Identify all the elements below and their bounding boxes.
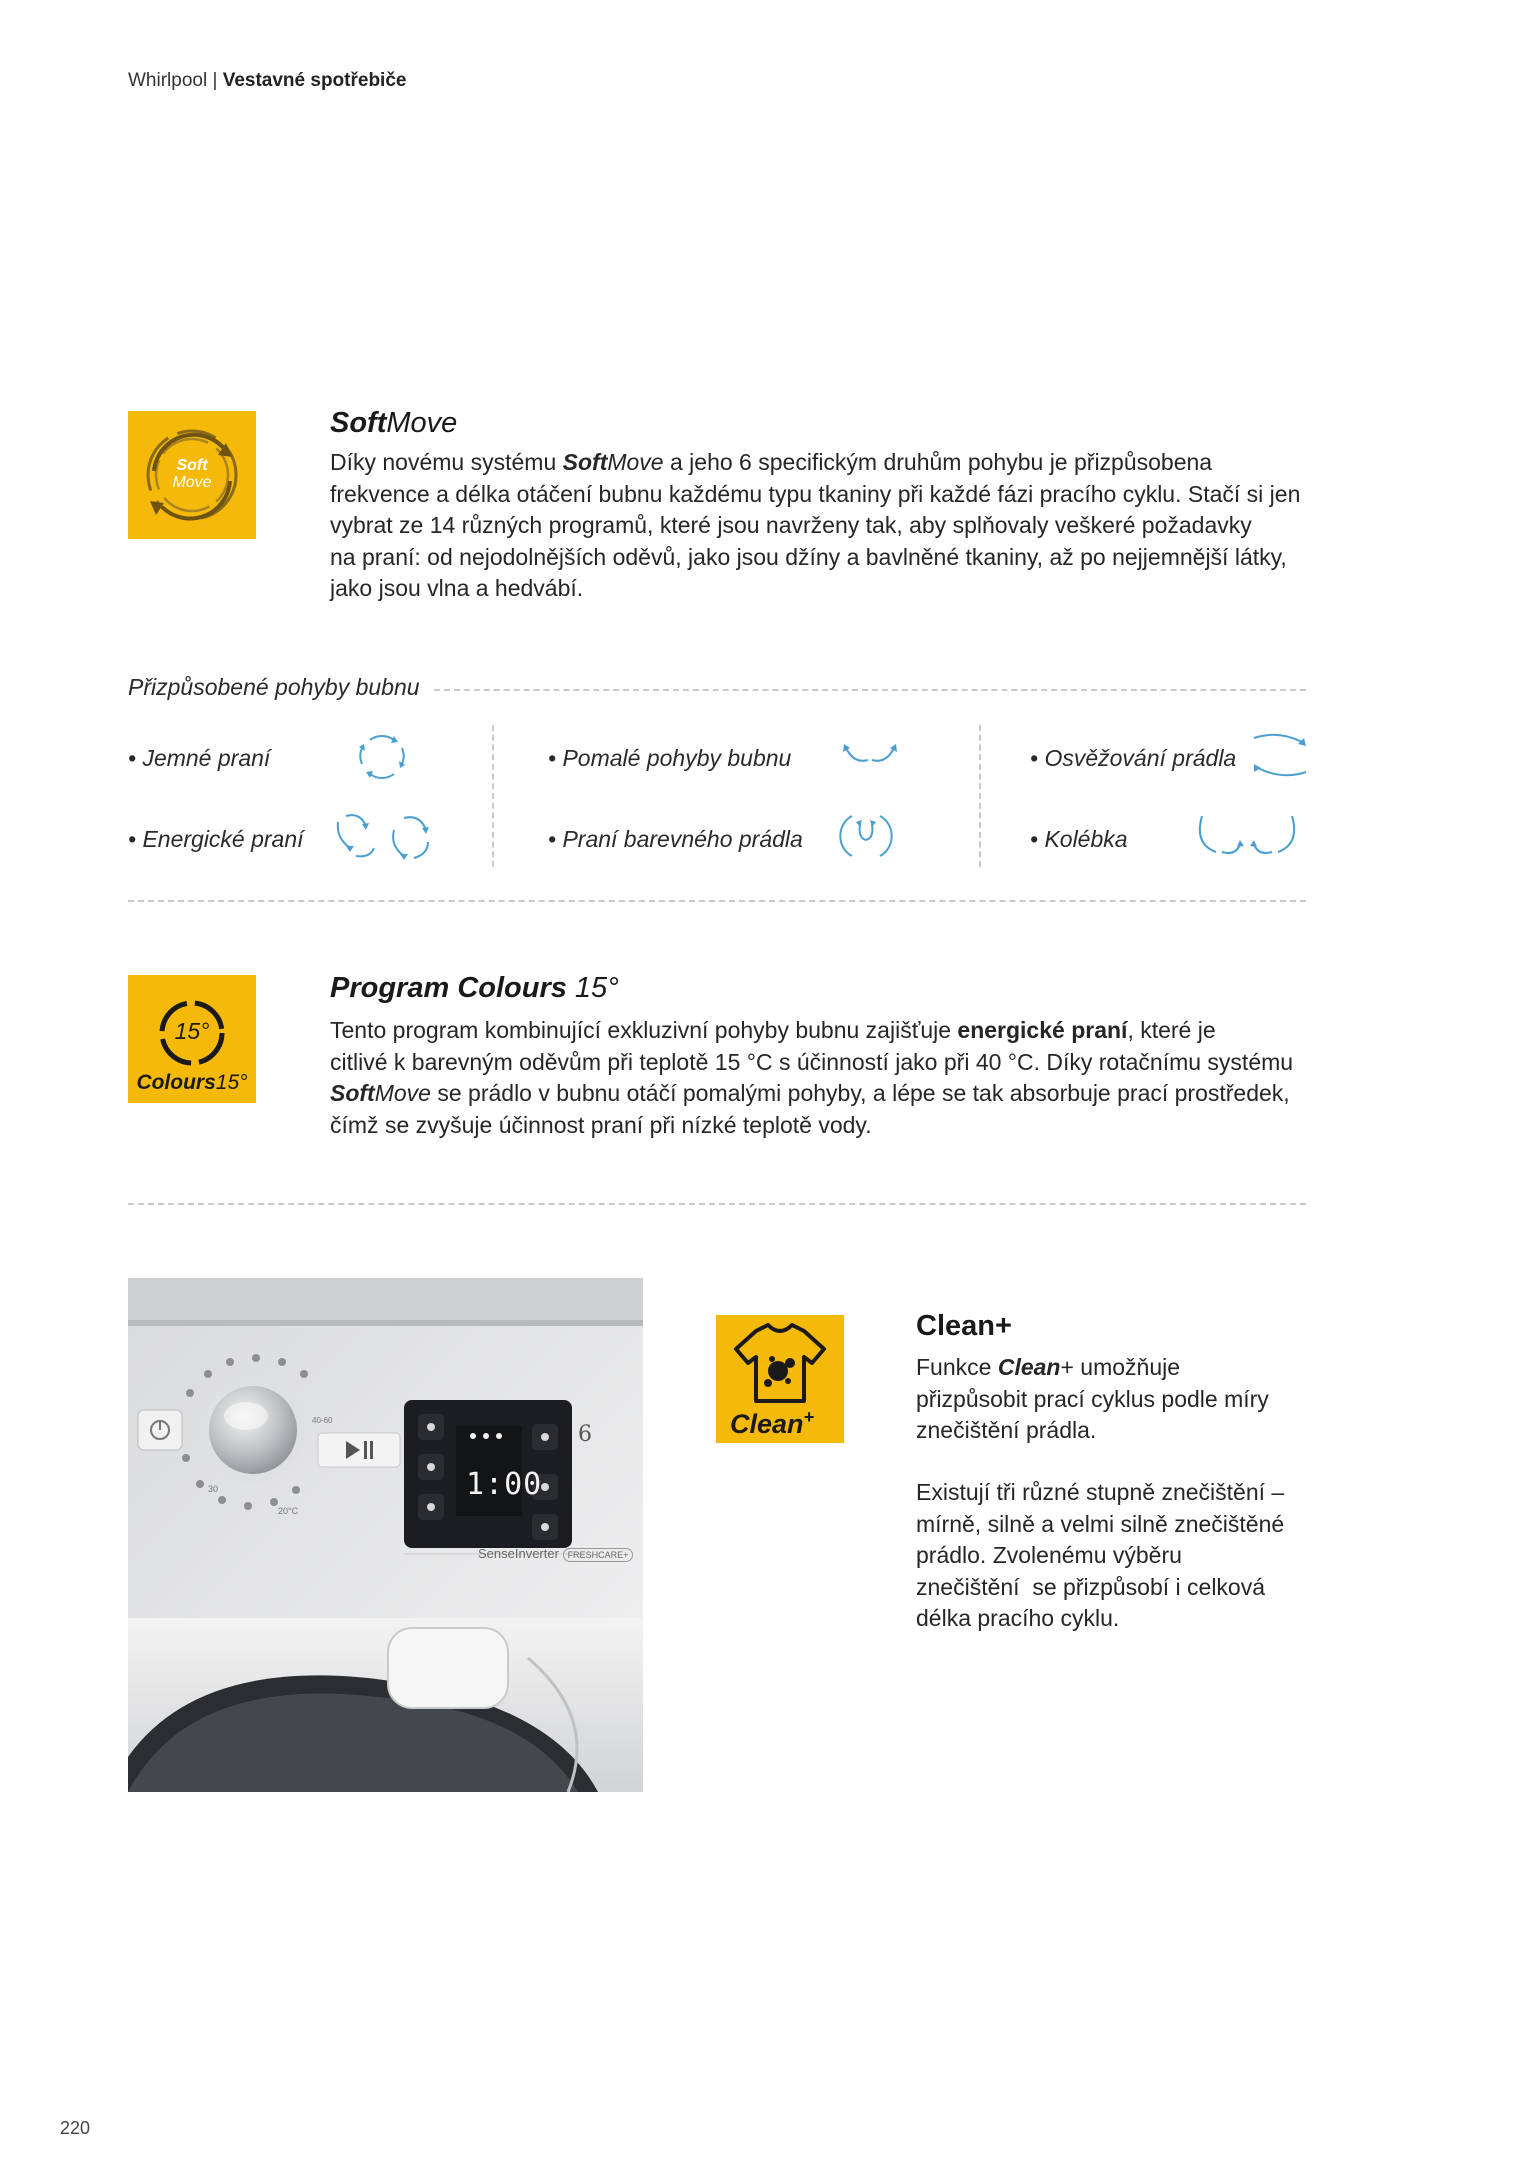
colours-l3-rest: se prádlo v bubnu otáčí pomalými pohyby, a lépe se tak absorbuje prací prostředek, [430, 1080, 1290, 1106]
colours-title-bold: Program Colours [330, 972, 567, 1004]
clean-p2-l2: mírně, silně a velmi silně znečištěné [916, 1510, 1285, 1537]
movement-label-colour: • Praní barevného prádla [548, 826, 803, 852]
colours-line-4: čímž se zvyšuje účinnost praní při nízké teplotě vody. [330, 1111, 872, 1138]
softmove-icon-text-1: Soft [176, 457, 208, 474]
gentle-wash-icon [350, 728, 414, 784]
softmove-p-bold: Soft [562, 449, 608, 475]
machine-dial-num-2: 40-60 [312, 1416, 333, 1425]
colours-l1c: , které je [1127, 1017, 1216, 1043]
washing-machine-photo [128, 1278, 643, 1792]
clean-p2-l5: délka pracího cyklu. [916, 1605, 1120, 1631]
colours-l1b: energické praní [957, 1017, 1128, 1043]
colours-l3-bold: Soft [330, 1080, 375, 1106]
softmove-description [330, 447, 1330, 605]
colours15-logo [128, 975, 256, 1103]
slow-drum-icon [838, 728, 902, 784]
clean-p2-l4: znečištění se přizpůsobí i celková [916, 1573, 1266, 1600]
clean-p2-l1: Existují tři různé stupně znečištění – [916, 1479, 1285, 1505]
softmove-icon-text-2: Move [172, 474, 212, 491]
colours-l3-italic: Move [374, 1080, 431, 1106]
softmove-line-5: jako jsou vlna a hedvábí. [330, 575, 584, 601]
header-separator: | [212, 70, 218, 91]
movements-divider-1 [492, 725, 494, 867]
clean-p1-bold: Clean [997, 1354, 1061, 1380]
movements-heading-divider [434, 689, 1306, 691]
movement-label-slow: • Pomalé pohyby bubnu [548, 745, 792, 771]
machine-brand [478, 1546, 633, 1561]
movement-label-energetic: • Energické praní [128, 826, 304, 852]
softmove-title-rest: Move [386, 407, 458, 439]
colours-l1a: Tento program kombinující exkluzivní pohyby bubnu zajišťuje [330, 1017, 958, 1043]
clean-p1b: + umožňuje [1060, 1354, 1181, 1380]
clean-p2-l3: prádlo. Zvolenému výběru [916, 1542, 1182, 1568]
clean-description-1 [916, 1352, 1316, 1447]
softmove-line-3: vybrat ze 14 různých programů, které jsou navrženy tak, aby splňovaly veškeré požadavky [330, 512, 1252, 538]
machine-temp-label: 20°C [278, 1506, 299, 1516]
movement-label-gentle: • Jemné praní [128, 745, 271, 771]
page-header [128, 70, 406, 92]
clean-p1-l3: znečištění prádla. [916, 1417, 1097, 1443]
softmove-title-bold: Soft [330, 407, 387, 439]
softmove-p-italic: Move [607, 449, 664, 475]
cradle-icon [1192, 808, 1302, 868]
header-section: Vestavné spotřebiče [222, 70, 407, 91]
colours-line-2: citlivé k barevným oděvům při teplotě 15 °C s účinností jako při 40 °C. Díky rotačnímu systému [330, 1048, 1294, 1075]
movements-divider-2 [979, 725, 981, 867]
machine-brand-1: SenseInverter [478, 1546, 559, 1561]
machine-display: 1:00 [466, 1467, 543, 1502]
softmove-p2: a jeho 6 specifickým druhům pohybu je přizpůsobena [663, 449, 1213, 475]
clean-description-2 [916, 1477, 1316, 1635]
machine-spin: 6 [578, 1422, 592, 1447]
section-divider-2 [128, 1203, 1306, 1205]
colours-description [330, 1015, 1330, 1141]
header-brand: Whirlpool [128, 70, 208, 91]
colours15-icon-word: Colours [136, 1071, 216, 1094]
colours15-icon-degree: 15° [174, 1018, 210, 1044]
clean-title: Clean+ [916, 1310, 1012, 1342]
energetic-wash-icon [330, 808, 434, 868]
colours-title [330, 972, 619, 1005]
clean-p1-l2: přizpůsobit prací cyklus podle míry [916, 1385, 1269, 1412]
washing-machine-illustration [128, 1278, 643, 1792]
clean-icon-plus: + [803, 1407, 815, 1427]
colours15-icon-num: 15° [215, 1071, 248, 1094]
colour-wash-icon [834, 808, 898, 864]
machine-brand-2: FRESHCARE+ [563, 1548, 634, 1562]
movements-heading: Přizpůsobené pohyby bubnu [128, 674, 420, 700]
colours-title-rest: 15° [566, 972, 619, 1004]
movement-label-cradle: • Kolébka [1030, 826, 1128, 852]
softmove-title [330, 407, 457, 440]
movement-label-refresh: • Osvěžování prádla [1030, 745, 1237, 771]
softmove-line-2: frekvence a délka otáčení bubnu každému typu tkaniny při každé fázi pracího cyklu. Stačí si jen [330, 480, 1301, 507]
refresh-icon [1248, 728, 1312, 784]
clean-plus-logo [716, 1315, 844, 1443]
page-number: 220 [60, 2118, 91, 2138]
softmove-p1: Díky novému systému [330, 449, 563, 475]
machine-dial-num-1: 30 [208, 1484, 219, 1494]
section-divider-1 [128, 900, 1306, 902]
clean-p1a: Funkce [916, 1354, 998, 1380]
softmove-logo [128, 411, 256, 539]
softmove-line-4: na praní: od nejodolnějších oděvů, jako jsou džíny a bavlněné tkaniny, až po nejjemnější látky, [330, 543, 1287, 570]
clean-icon-word: Clean [730, 1409, 804, 1439]
